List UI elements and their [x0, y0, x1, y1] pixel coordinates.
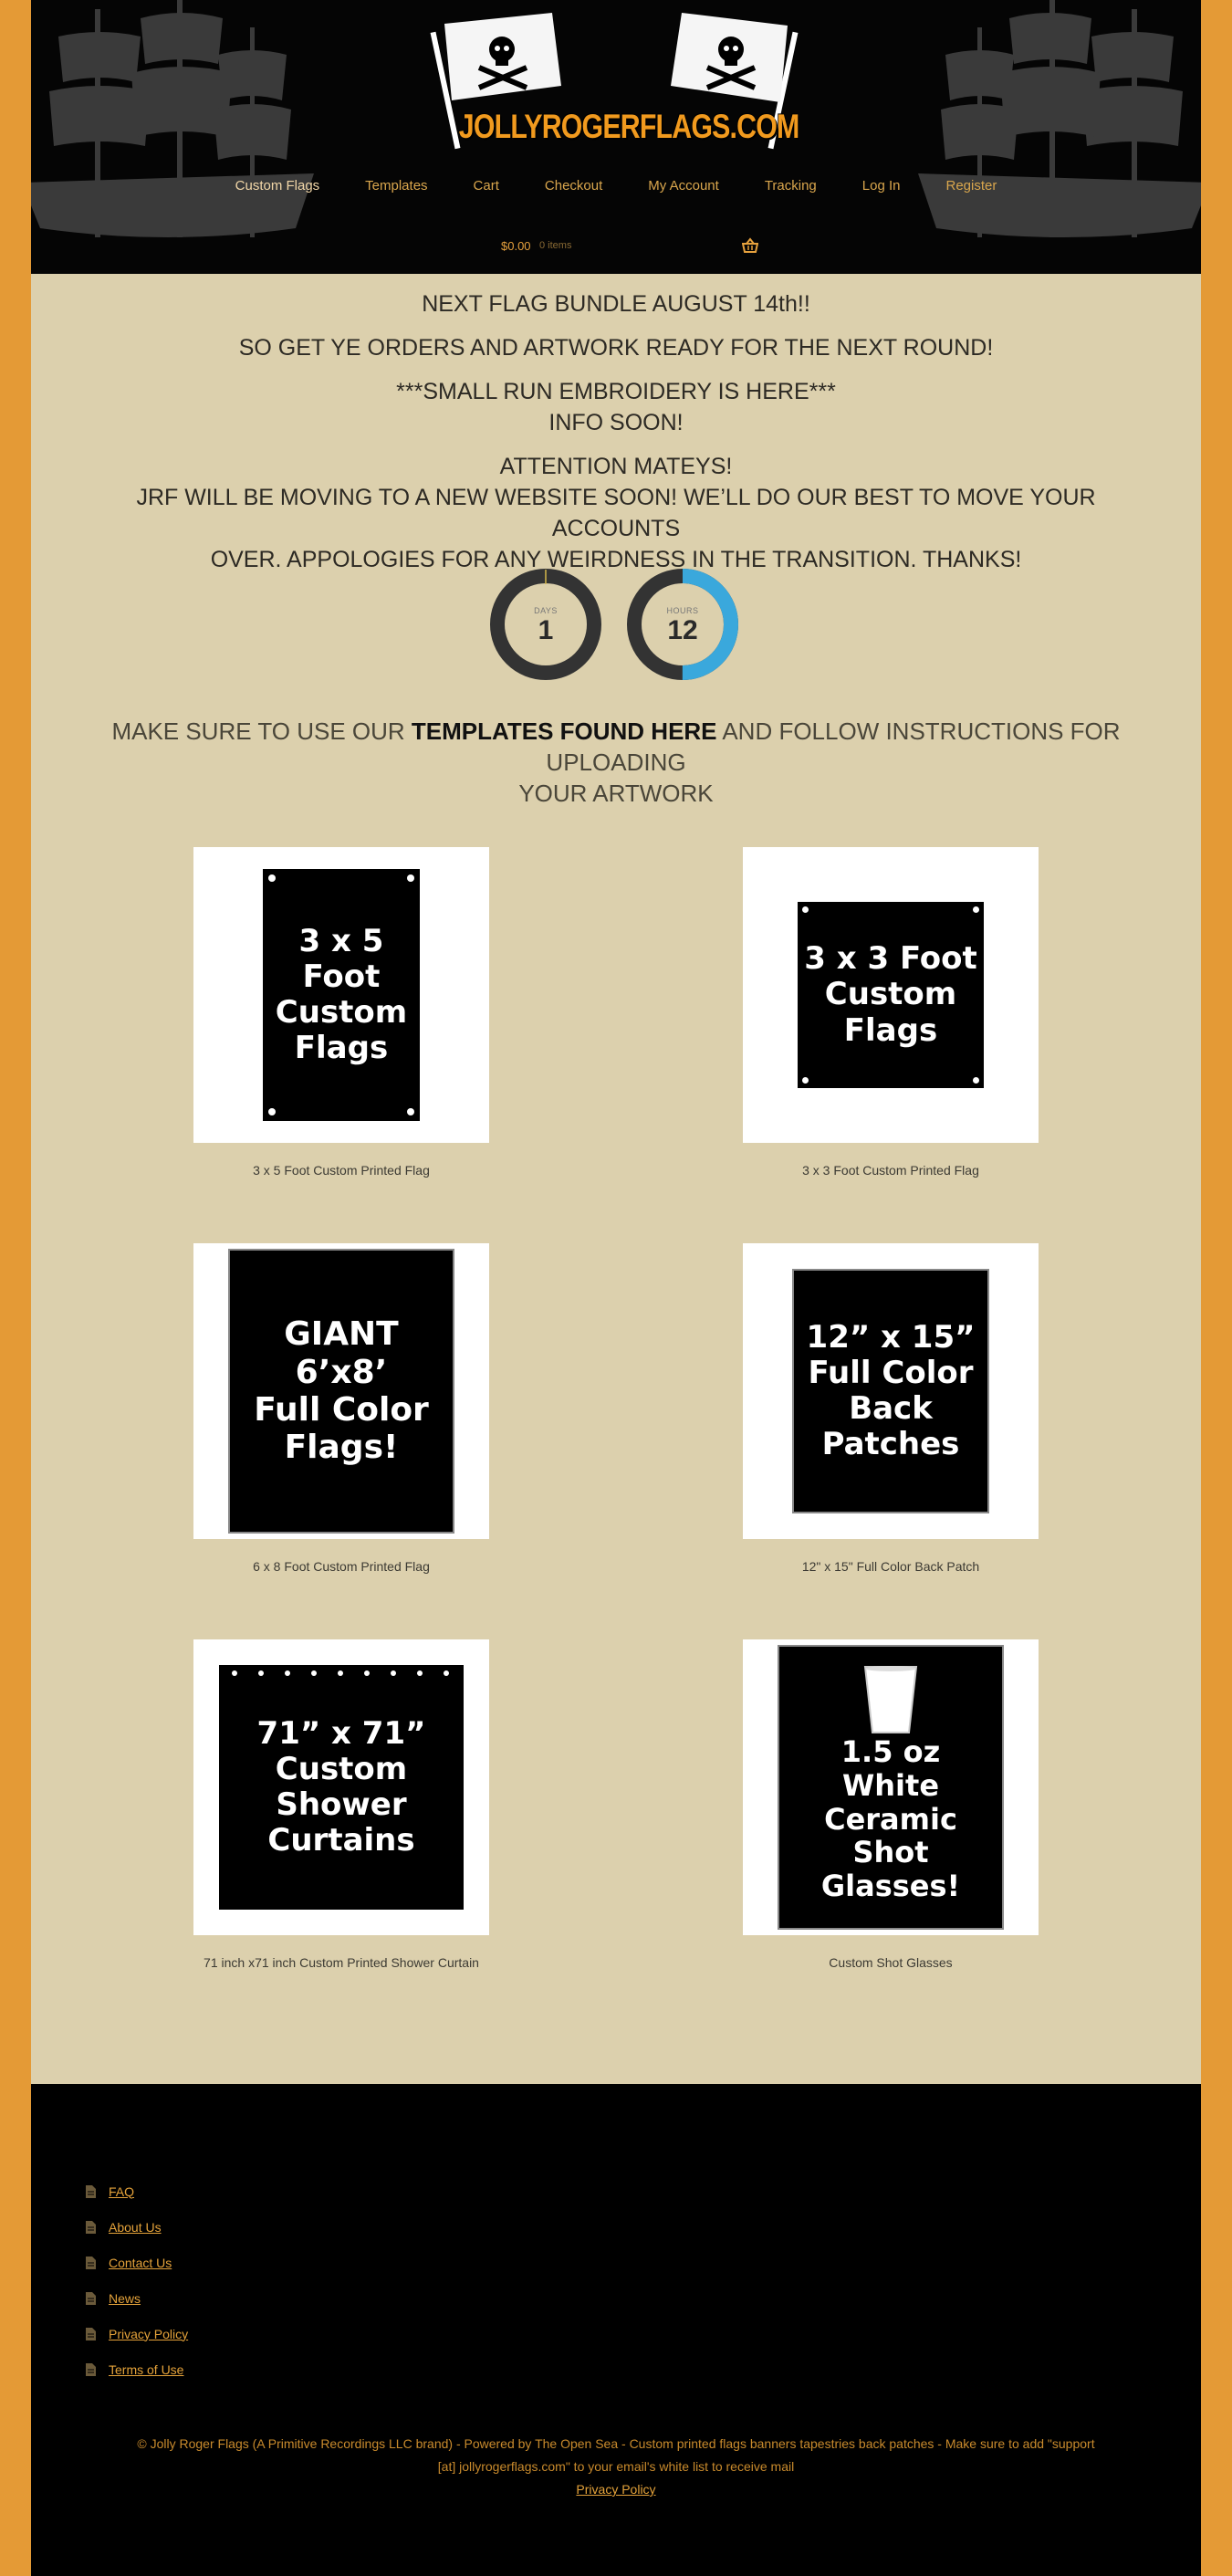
footer-link-faq	[86, 2173, 188, 2209]
countdown-hours-value: 12	[667, 615, 698, 645]
grommet-dot	[285, 1670, 290, 1676]
logo-text: JOLLYROGERFLAGS.COM	[458, 108, 799, 145]
footer-link-terms-of-use	[86, 2351, 188, 2387]
footer-copyright	[86, 2433, 1146, 2501]
card-line: 3 x 5 Foot	[298, 922, 384, 995]
grommet-dot	[973, 1077, 979, 1084]
countdown-days-label: DAYS	[534, 606, 558, 615]
nav-templates[interactable]: Templates	[365, 178, 428, 194]
grommet-dot	[802, 1077, 809, 1084]
product-image[interactable]	[193, 1639, 489, 1935]
page-icon	[86, 2328, 96, 2340]
notice-embroidery-line-1: ***SMALL RUN EMBROIDERY IS HERE***	[396, 379, 836, 404]
grommet-dot	[407, 874, 414, 882]
product-title[interactable]: 6 x 8 Foot Custom Printed Flag	[253, 1559, 430, 1574]
templates-instruction	[86, 716, 1146, 809]
grommet-dot	[407, 1108, 414, 1115]
product-image[interactable]	[193, 1243, 489, 1539]
shot-glass-icon	[861, 1665, 920, 1734]
cart-amount: $0.00	[501, 239, 531, 253]
main-content	[31, 274, 1201, 2084]
grommet-dot	[444, 1670, 449, 1676]
grommet-dot	[802, 906, 809, 913]
product-card-graphic	[798, 902, 984, 1088]
product-title[interactable]: 71 inch x71 inch Custom Printed Shower Curtain	[204, 1955, 479, 1970]
card-line: 1.5 oz	[840, 1734, 941, 1769]
card-line: Shot	[852, 1835, 929, 1870]
product-image[interactable]	[743, 1243, 1039, 1539]
footer-privacy-policy-link[interactable]: Privacy Policy	[576, 2482, 656, 2497]
footer-link-privacy-policy	[86, 2316, 188, 2351]
templates-text-after: AND FOLLOW INSTRUCTIONS FOR UPLOADING	[546, 717, 1121, 776]
footer-link-news	[86, 2280, 188, 2316]
card-line: Custom	[824, 976, 957, 1013]
product-card-graphic	[228, 1249, 454, 1534]
notice-embroidery-line-2: INFO SOON!	[548, 410, 684, 435]
product-image[interactable]	[193, 847, 489, 1143]
pirate-ship-silhouette-left	[31, 0, 314, 274]
grommet-dot	[258, 1670, 264, 1676]
footer-link-about-us-anchor[interactable]: About Us	[109, 2219, 162, 2235]
product-title[interactable]: 3 x 5 Foot Custom Printed Flag	[253, 1163, 430, 1178]
site-wrapper	[31, 0, 1201, 2576]
card-line: GIANT	[284, 1315, 399, 1354]
page-icon	[86, 2257, 96, 2269]
card-line: Custom	[275, 1750, 408, 1787]
notice-embroidery	[86, 376, 1146, 438]
product-card-graphic	[778, 1645, 1004, 1930]
templates-text-before: MAKE SURE TO USE OUR	[111, 717, 412, 745]
card-line: Full Color	[254, 1391, 429, 1429]
product-card-graphic	[263, 869, 420, 1121]
product-image[interactable]	[743, 847, 1039, 1143]
pirate-ship-silhouette-right	[918, 0, 1201, 274]
card-line: Glasses!	[820, 1869, 961, 1904]
footer-link-news-anchor[interactable]: News	[109, 2290, 141, 2306]
grommet-dot	[364, 1670, 370, 1676]
card-line: Full Color	[808, 1354, 974, 1391]
nav-cart[interactable]: Cart	[473, 178, 499, 194]
notice-orders: SO GET YE ORDERS AND ARTWORK READY FOR THE NEXT ROUND!	[238, 335, 994, 361]
countdown-hours-label: HOURS	[666, 606, 699, 615]
card-line: Curtains	[267, 1822, 415, 1859]
card-line: 3 x 3 Foot	[804, 940, 977, 978]
nav-checkout[interactable]: Checkout	[544, 178, 603, 194]
footer-link-about-us	[86, 2209, 188, 2245]
countdown-days-value: 1	[538, 615, 554, 645]
card-line: 12” x 15”	[806, 1318, 976, 1356]
grommet-dot	[973, 906, 979, 913]
footer-link-faq-anchor[interactable]: FAQ	[109, 2183, 135, 2199]
footer-link-privacy-policy-anchor[interactable]: Privacy Policy	[109, 2326, 189, 2341]
nav-tracking[interactable]: Tracking	[764, 178, 817, 194]
card-line: 6’x8’	[295, 1353, 388, 1391]
footer-links	[86, 2173, 188, 2387]
card-line: 71” x 71”	[256, 1714, 426, 1752]
product-title[interactable]: Custom Shot Glasses	[829, 1955, 953, 1970]
notice-attention-line-2: JRF WILL BE MOVING TO A NEW WEBSITE SOON! WE’LL DO OUR BEST TO MOVE YOUR ACCOUNTS	[136, 485, 1096, 541]
card-line: Ceramic	[824, 1801, 957, 1837]
countdown-hours	[626, 568, 739, 681]
templates-text-after-2: YOUR ARTWORK	[518, 780, 714, 807]
card-line: White	[841, 1767, 940, 1803]
card-line: Shower	[276, 1786, 407, 1823]
card-line: Flags	[294, 1030, 389, 1067]
countdown-days	[489, 568, 602, 681]
grommet-dot	[232, 1670, 237, 1676]
primary-navigation	[31, 175, 1201, 197]
product-image[interactable]	[743, 1639, 1039, 1935]
grommet-dot	[391, 1670, 396, 1676]
footer-link-contact-us-anchor[interactable]: Contact Us	[109, 2255, 172, 2270]
cart-item-count: 0 items	[539, 240, 572, 251]
notice-bundle-date: NEXT FLAG BUNDLE AUGUST 14th!!	[422, 291, 810, 317]
grommet-dot	[268, 1108, 276, 1115]
product-card-graphic	[219, 1665, 464, 1910]
card-line: Flags!	[284, 1429, 399, 1467]
page-icon	[86, 2185, 96, 2198]
nav-register[interactable]: Register	[945, 178, 997, 194]
nav-custom-flags[interactable]: Custom Flags	[235, 178, 320, 194]
copyright-line-1: © Jolly Roger Flags (A Primitive Recordings LLC brand) - Powered by The Open Sea - Custom printed flags banners tapestries back patches - Make sure to add "support	[137, 2436, 1095, 2451]
site-header	[31, 0, 1201, 274]
templates-link[interactable]: TEMPLATES FOUND HERE	[411, 717, 717, 745]
product-title[interactable]: 3 x 3 Foot Custom Printed Flag	[802, 1163, 979, 1178]
header-cart[interactable]	[501, 237, 758, 257]
product-title[interactable]: 12" x 15" Full Color Back Patch	[801, 1559, 980, 1574]
grommet-dot	[268, 874, 276, 882]
page-icon	[86, 2292, 96, 2305]
nav-log-in[interactable]: Log In	[861, 178, 901, 194]
card-line: Patches	[821, 1426, 960, 1463]
site-logo[interactable]	[424, 13, 808, 159]
nav-my-account[interactable]: My Account	[648, 178, 719, 194]
grommet-dot	[311, 1670, 317, 1676]
footer-link-terms-of-use-anchor[interactable]: Terms of Use	[109, 2361, 184, 2377]
card-line: Custom	[275, 994, 408, 1031]
notice-attention-line-1: ATTENTION MATEYS!	[499, 454, 733, 479]
grommet-dot	[417, 1670, 423, 1676]
product-card-graphic	[792, 1269, 989, 1513]
notice-attention	[86, 451, 1146, 575]
notice-attention-line-3: OVER. APPOLOGIES FOR ANY WEIRDNESS IN THE TRANSITION. THANKS!	[210, 547, 1022, 572]
grommet-dot	[338, 1670, 343, 1676]
footer-link-contact-us	[86, 2245, 188, 2280]
page-icon	[86, 2221, 96, 2234]
basket-icon[interactable]	[742, 237, 758, 254]
card-line: Back	[849, 1390, 933, 1427]
card-line: Flags	[843, 1011, 938, 1049]
page-icon	[86, 2363, 96, 2376]
site-footer	[31, 2084, 1201, 2576]
copyright-line-2: [at] jollyrogerflags.com" to your email's white list to receive mail	[437, 2459, 795, 2474]
